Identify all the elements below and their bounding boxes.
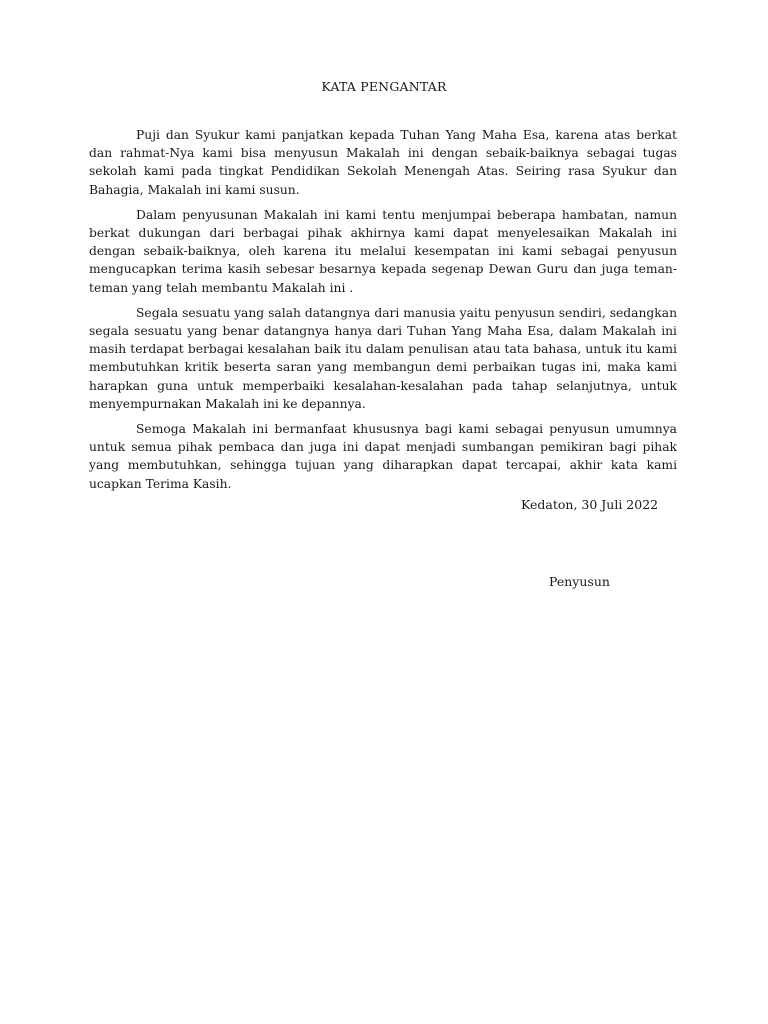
signature-label: Penyusun bbox=[549, 574, 610, 589]
document-title: KATA PENGANTAR bbox=[321, 79, 447, 94]
document-body bbox=[89, 126, 677, 500]
paragraph-1: Puji dan Syukur kami panjatkan kepada Tuhan Yang Maha Esa, karena atas berkat dan rahmat-Nya kami bisa menyusun Makalah ini dengan sebaik-baiknya sebagai tugas sekolah kami pada tingkat Pendidikan Sekolah Menengah Atas. Seiring rasa Syukur dan Bahagia, Makalah ini kami susun. bbox=[89, 128, 677, 197]
paragraph-4: Semoga Makalah ini bermanfaat khususnya bagi kami sebagai penyusun umumnya untuk semua pihak pembaca dan juga ini dapat menjadi sumbangan pemikiran bagi pihak yang membutuhkan, sehingga tujuan yang diharapkan dapat tercapai, akhir kata kami ucapkan Terima Kasih. bbox=[89, 422, 677, 491]
paragraph-2: Dalam penyusunan Makalah ini kami tentu menjumpai beberapa hambatan, namun berkat dukungan dari berbagai pihak akhirnya kami dapat menyelesaikan Makalah ini dengan sebaik-baiknya, oleh karena itu melalui kesempatan ini kami sebagai penyusun mengucapkan terima kasih sebesar besarnya kepada segenap Dewan Guru dan juga teman-teman yang telah membantu Makalah ini . bbox=[89, 207, 677, 295]
paragraph-3: Segala sesuatu yang salah datangnya dari manusia yaitu penyusun sendiri, sedangkan segala sesuatu yang benar datangnya hanya dari Tuhan Yang Maha Esa, dalam Makalah ini masih terdapat berbagai kesalahan baik itu dalam penulisan atau tata bahasa, untuk itu kami membutuhkan kritik beserta saran yang membangun demi perbaikan tugas ini, maka kami harapkan guna untuk memperbaiki kesalahan-kesalahan pada tahap selanjutnya, untuk menyempurnakan Makalah ini ke depannya. bbox=[89, 305, 677, 411]
place-date: Kedaton, 30 Juli 2022 bbox=[521, 497, 659, 512]
